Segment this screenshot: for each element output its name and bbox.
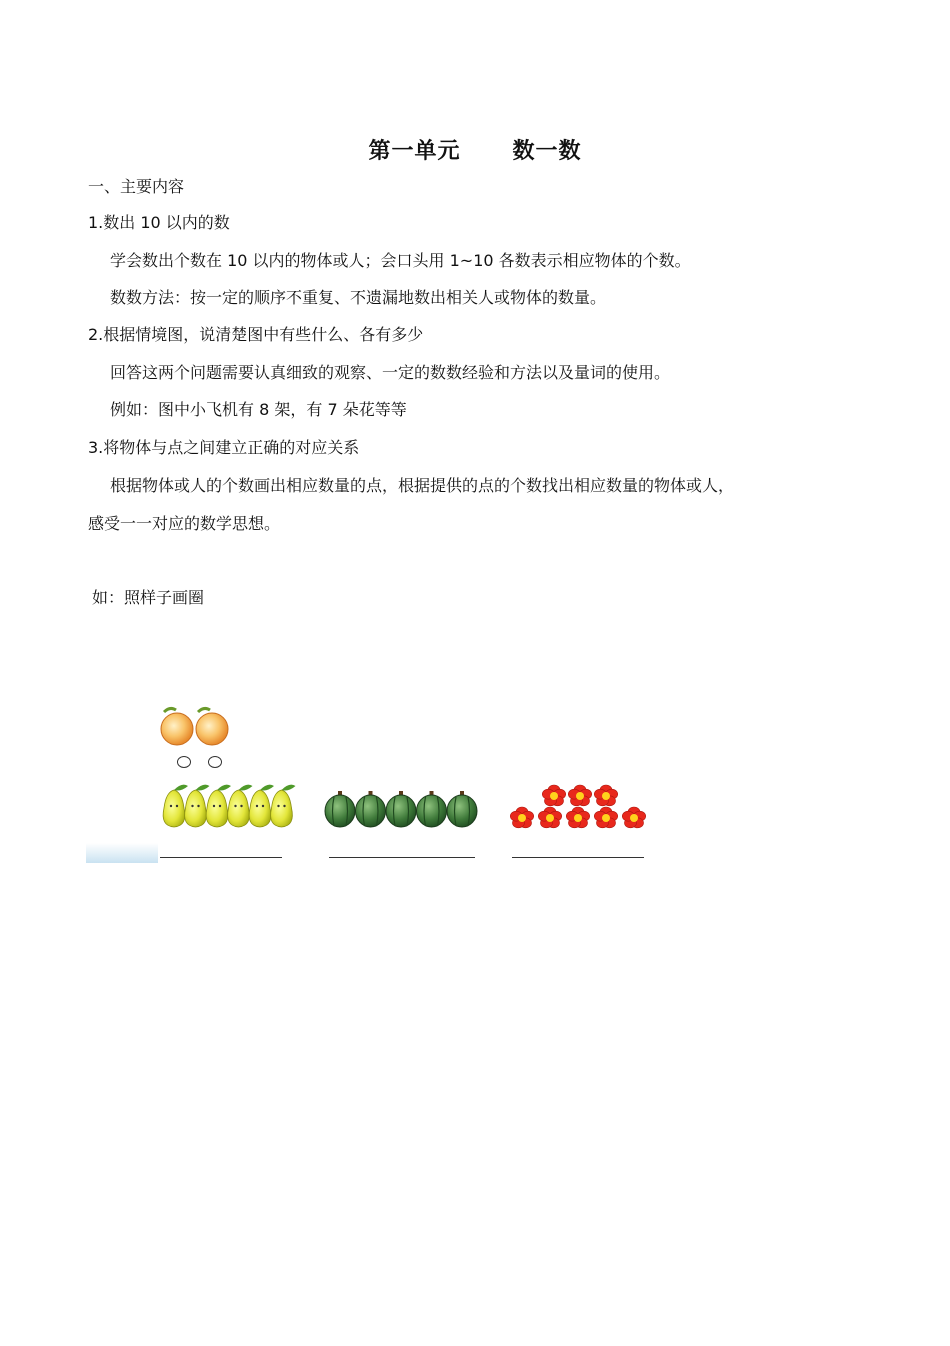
section-heading: 一、主要内容 [88, 177, 185, 196]
pear-icon [185, 785, 210, 827]
peach-icon [161, 708, 193, 745]
red-flower-icon [566, 807, 589, 828]
item1-heading: 1.数出 10 以内的数 [88, 213, 230, 232]
pear-icon [271, 785, 296, 827]
green-pepper-icon [325, 791, 355, 827]
pear-icon [228, 785, 253, 827]
green-pepper-icon [356, 791, 386, 827]
pear-group-image [160, 780, 296, 830]
red-flower-icon [568, 785, 591, 806]
pear-icon [249, 785, 274, 827]
red-flower-icon [538, 807, 561, 828]
item2-line1: 回答这两个问题需要认真细致的观察、一定的数数经验和方法以及量词的使用。 [110, 363, 671, 382]
pear-icon [163, 785, 188, 827]
red-flower-icon [542, 785, 565, 806]
green-pepper-icon [386, 791, 416, 827]
green-pepper-icon [447, 791, 477, 827]
item3-line2: 感受一一对应的数学思想。 [88, 514, 281, 533]
pear-icon [206, 785, 231, 827]
red-flower-icon [510, 807, 533, 828]
peach-sample-image [156, 704, 236, 750]
green-pepper-icon [417, 791, 447, 827]
item2-line2: 例如：图中小飞机有 8 架，有 7 朵花等等 [110, 400, 407, 419]
peach-icon [196, 708, 228, 745]
red-flower-group-image [506, 782, 652, 832]
red-flower-icon [594, 807, 617, 828]
item1-line2: 数数方法：按一定的顺序不重复、不遗漏地数出相关人或物体的数量。 [110, 288, 607, 307]
green-pepper-group-image [322, 790, 478, 830]
example-label: 如：照样子画圈 [92, 588, 205, 607]
item1-line1: 学会数出个数在 10 以内的物体或人；会口头用 1~10 各数表示相应物体的个数。 [110, 251, 691, 270]
red-flower-icon [622, 807, 645, 828]
answer-line-flowers[interactable] [512, 857, 644, 858]
item3-line1: 根据物体或人的个数画出相应数量的点，根据提供的点的个数找出相应数量的物体或人， [110, 476, 735, 495]
item2-heading: 2.根据情境图，说清楚图中有些什么、各有多少 [88, 325, 424, 344]
answer-line-peppers[interactable] [329, 857, 475, 858]
sample-circle [208, 756, 222, 768]
answer-line-pears[interactable] [160, 857, 282, 858]
red-flower-icon [594, 785, 617, 806]
decorative-strip [86, 843, 158, 863]
page-title: 第一单元 数一数 [368, 139, 582, 164]
item3-heading: 3.将物体与点之间建立正确的对应关系 [88, 438, 360, 457]
sample-circle [177, 756, 191, 768]
